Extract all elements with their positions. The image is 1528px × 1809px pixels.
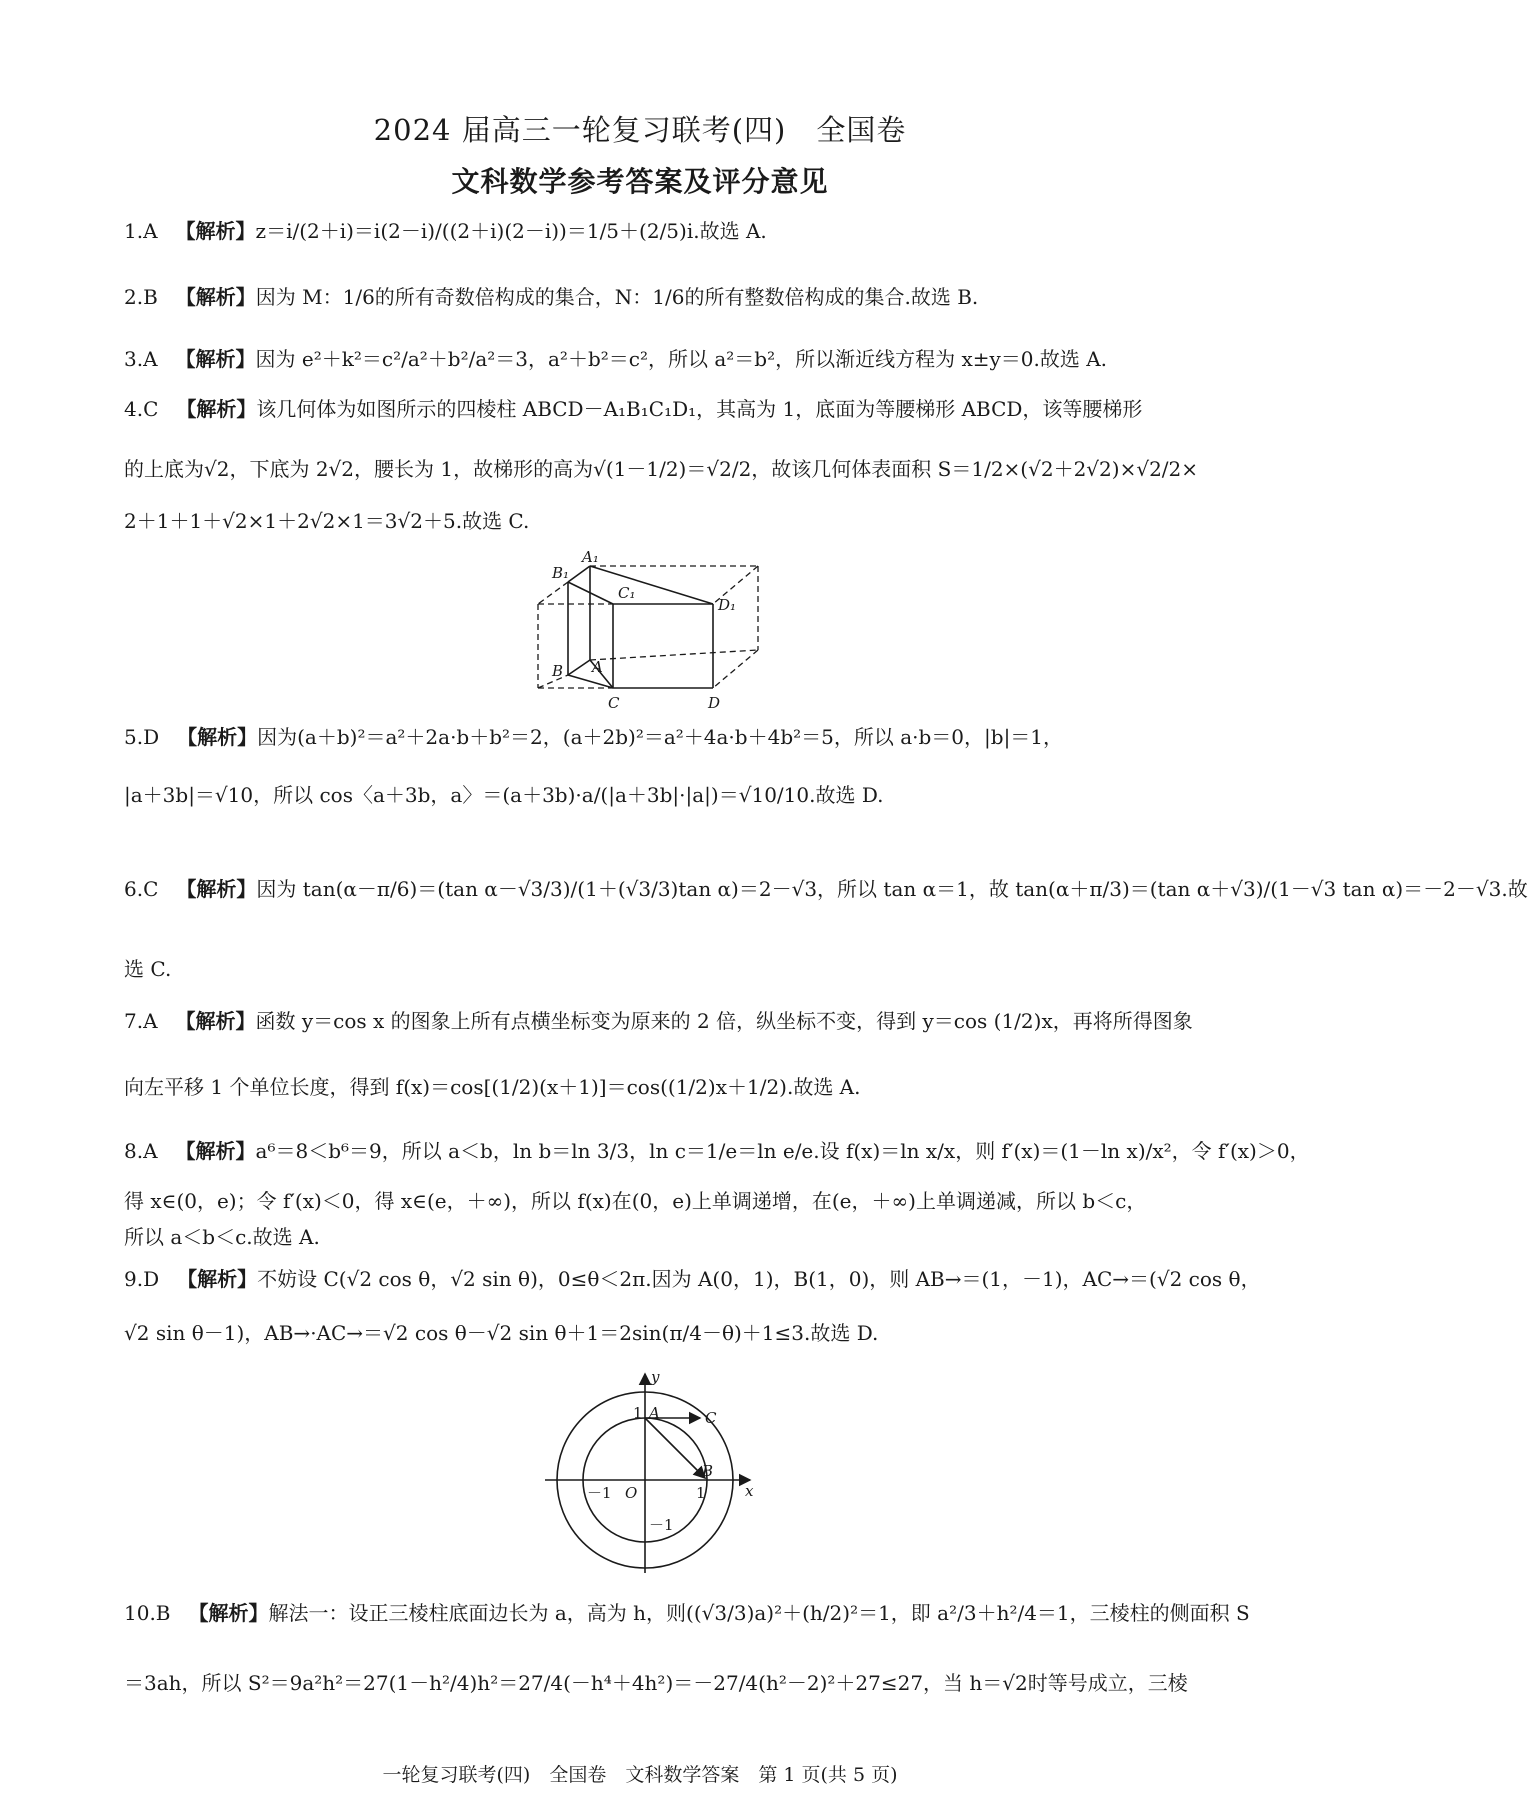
- label-A1: A₁: [582, 548, 599, 566]
- answer-8: 8.A 【解析】a⁶＝8＜b⁶＝9，所以 a＜b，ln b＝ln 3/3，ln c＝1/e＝ln e/e.设 f(x)＝ln x/x，则 f′(x)＝(1－ln x)/x²，令 f′(x)＞0，: [124, 1139, 1310, 1163]
- answer-8-line-2: 得 x∈(0，e)；令 f′(x)＜0，得 x∈(e，＋∞)，所以 f(x)在(0，e)上单调递增，在(e，＋∞)上单调递减，所以 b＜c，: [124, 1189, 1147, 1213]
- answer-5-line-2: |a＋3b|＝√10，所以 cos〈a＋3b，a〉＝(a＋3b)·a/(|a＋3b|·|a|)＝√10/10.故选 D.: [124, 783, 884, 807]
- answer-6: 6.C 【解析】因为 tan(α－π/6)＝(tan α－√3/3)/(1＋(√3/3)tan α)＝2－√3，所以 tan α＝1，故 tan(α＋π/3)＝(tan α＋√3)/(1－√3 tan α)＝－2－√3.故: [124, 877, 1528, 901]
- label-x: x: [745, 1482, 754, 1500]
- answer-4: 4.C 【解析】该几何体为如图所示的四棱柱 ABCD－A₁B₁C₁D₁，其高为 1，底面为等腰梯形 ABCD，该等腰梯形: [124, 397, 1143, 421]
- answer-10: 10.B 【解析】解法一：设正三棱柱底面边长为 a，高为 h，则((√3/3)a)²＋(h/2)²＝1，即 a²/3＋h²/4＝1，三棱柱的侧面积 S: [124, 1601, 1250, 1625]
- answer-7: 7.A 【解析】函数 y＝cos x 的图象上所有点横坐标变为原来的 2 倍，纵坐标不变，得到 y＝cos (1/2)x，再将所得图象: [124, 1009, 1193, 1033]
- label-C: C: [705, 1409, 717, 1427]
- answer-1: 1.A 【解析】z＝i/(2＋i)＝i(2－i)/((2＋i)(2－i))＝1/5＋(2/5)i.故选 A.: [124, 219, 767, 243]
- label-B: B: [552, 662, 564, 680]
- label-O: O: [625, 1484, 638, 1502]
- label-B1: B₁: [552, 564, 570, 582]
- tick-neg1-y: －1: [649, 1516, 674, 1534]
- label-A: A: [649, 1404, 660, 1422]
- tick-neg1-x: －1: [587, 1484, 612, 1502]
- label-y: y: [651, 1368, 660, 1386]
- tick-1-y: 1: [633, 1404, 643, 1422]
- answer-9-line-2: √2 sin θ－1)，AB→·AC→＝√2 cos θ－√2 sin θ＋1＝2sin(π/4－θ)＋1≤3.故选 D.: [124, 1321, 879, 1345]
- answer-7-line-2: 向左平移 1 个单位长度，得到 f(x)＝cos[(1/2)(x＋1)]＝cos((1/2)x＋1/2).故选 A.: [124, 1075, 861, 1099]
- answer-4-line-3: 2＋1＋1＋√2×1＋2√2×1＝3√2＋5.故选 C.: [124, 509, 530, 533]
- page-footer: 一轮复习联考(四) 全国卷 文科数学答案 第 1 页(共 5 页): [382, 1764, 898, 1786]
- label-D: D: [708, 694, 721, 712]
- label-C: C: [608, 694, 620, 712]
- answer-subtitle: 文科数学参考答案及评分意见: [451, 165, 829, 198]
- label-B: B: [702, 1462, 714, 1480]
- circle-figure: [545, 1368, 760, 1578]
- label-A: A: [592, 658, 603, 676]
- tick-1-x: 1: [696, 1484, 706, 1502]
- exam-title: 2024 届高三一轮复习联考(四) 全国卷: [373, 113, 907, 147]
- answer-3: 3.A 【解析】因为 e²＋k²＝c²/a²＋b²/a²＝3，a²＋b²＝c²，所以 a²＝b²，所以渐近线方程为 x±y＝0.故选 A.: [124, 347, 1108, 371]
- answer-8-line-3: 所以 a＜b＜c.故选 A.: [124, 1225, 320, 1249]
- answer-4-line-2: 的上底为√2，下底为 2√2，腰长为 1，故梯形的高为√(1－1/2)＝√2/2，故该几何体表面积 S＝1/2×(√2＋2√2)×√2/2×: [124, 457, 1199, 481]
- answer-10-line-2: ＝3ah，所以 S²＝9a²h²＝27(1－h²/4)h²＝27/4(－h⁴＋4h²)＝－27/4(h²－2)²＋27≤27，当 h＝√2时等号成立，三棱: [124, 1671, 1188, 1695]
- answer-9: 9.D 【解析】不妨设 C(√2 cos θ，√2 sin θ)，0≤θ＜2π.因为 A(0，1)，B(1，0)，则 AB→＝(1，－1)，AC→＝(√2 cos θ，: [124, 1267, 1261, 1291]
- label-C1: C₁: [618, 584, 636, 602]
- label-D1: D₁: [718, 596, 737, 614]
- answer-6-line-2: 选 C.: [124, 957, 172, 981]
- answer-5: 5.D 【解析】因为(a＋b)²＝a²＋2a·b＋b²＝2，(a＋2b)²＝a²＋4a·b＋4b²＝5，所以 a·b＝0，|b|＝1，: [124, 725, 1064, 749]
- prism-figure: [530, 548, 780, 718]
- answer-2: 2.B 【解析】因为 M：1/6的所有奇数倍构成的集合，N：1/6的所有整数倍构成的集合.故选 B.: [124, 285, 979, 309]
